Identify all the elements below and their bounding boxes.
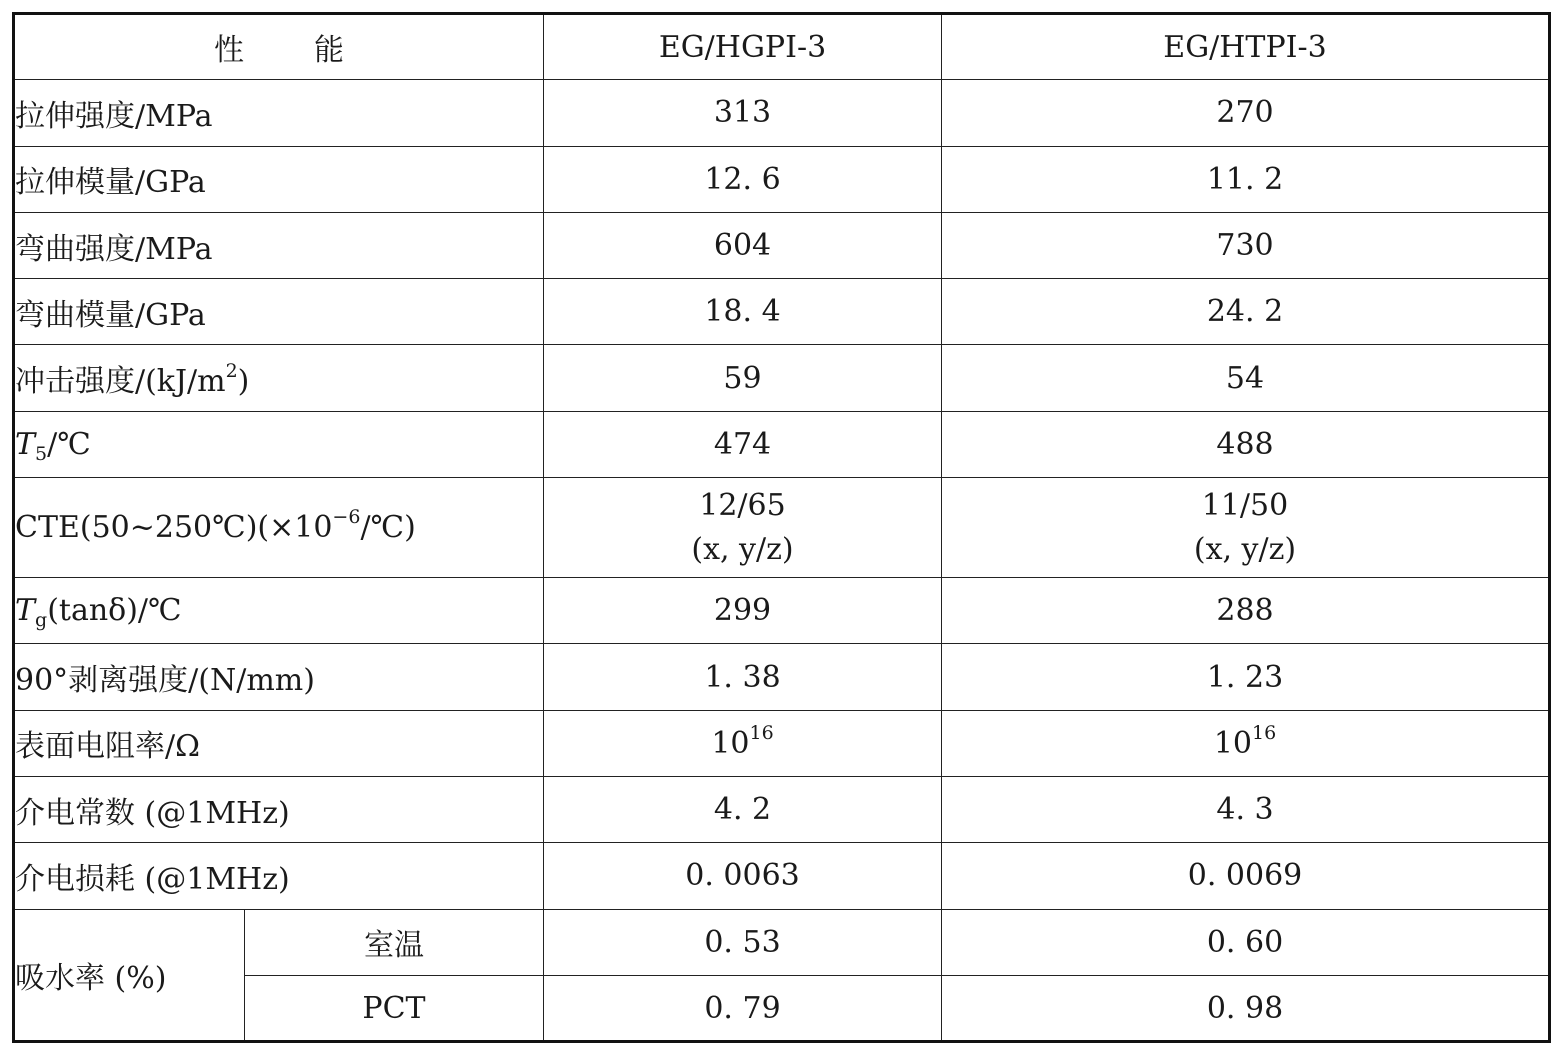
cell-value: 11. 2	[942, 146, 1550, 212]
table-row	[14, 975, 1550, 1041]
cell-value	[544, 710, 942, 776]
cell-value: 0. 98	[942, 975, 1550, 1041]
cell-value-line-1: 11/50	[1201, 487, 1289, 523]
cell-value: 24. 2	[942, 279, 1550, 345]
row-label: 90°剥离强度/(N/mm)	[14, 644, 544, 710]
table-row	[14, 478, 1550, 578]
row-group-label: 吸水率 (%)	[14, 909, 245, 1042]
row-label-superscript: −6	[332, 506, 361, 529]
table-row	[14, 345, 1550, 411]
row-label-text: 冲击强度/(kJ/m	[15, 364, 226, 400]
cell-value: 18. 4	[544, 279, 942, 345]
row-label-text: CTE(50~250℃)(×10	[15, 510, 333, 546]
cell-value: 12. 6	[544, 146, 942, 212]
table-row	[14, 80, 1550, 146]
row-label-symbol: T	[15, 426, 36, 462]
table-row	[14, 411, 1550, 477]
cell-value: 299	[544, 578, 942, 644]
cell-value: 59	[544, 345, 942, 411]
cell-value: 488	[942, 411, 1550, 477]
row-label: 弯曲强度/MPa	[14, 212, 544, 278]
cell-value-line-1: 12/65	[699, 487, 786, 523]
cell-value: 1. 23	[942, 644, 1550, 710]
cell-value: 0. 0063	[544, 843, 942, 909]
cell-value-exponent: 16	[749, 721, 774, 744]
header-row	[14, 14, 1550, 80]
table-row	[14, 279, 1550, 345]
header-eg-hgpi-3: EG/HGPI-3	[544, 14, 942, 80]
header-eg-htpi-3: EG/HTPI-3	[942, 14, 1550, 80]
header-property-char-1: 性	[214, 33, 244, 69]
table-row	[14, 644, 1550, 710]
table-row	[14, 578, 1550, 644]
row-label-superscript: 2	[225, 360, 238, 383]
table-row	[14, 212, 1550, 278]
properties-table	[12, 12, 1551, 1043]
row-label: 拉伸模量/GPa	[14, 146, 544, 212]
cell-value: 1. 38	[544, 644, 942, 710]
row-label: 弯曲模量/GPa	[14, 279, 544, 345]
row-label-suffix: )	[237, 364, 250, 400]
row-label	[14, 411, 544, 477]
header-property-char-2: 能	[314, 33, 344, 69]
table-row	[14, 909, 1550, 975]
cell-value: 270	[942, 80, 1550, 146]
cell-value	[544, 478, 942, 578]
row-label: 介电损耗 (@1MHz)	[14, 843, 544, 909]
row-label	[14, 578, 544, 644]
cell-value	[942, 710, 1550, 776]
cell-value: 0. 60	[942, 909, 1550, 975]
cell-value-line-2: (x, y/z)	[1193, 531, 1297, 567]
table-row	[14, 710, 1550, 776]
cell-value	[942, 478, 1550, 578]
row-label-subscript: 5	[35, 442, 48, 465]
row-label: 表面电阻率/Ω	[14, 710, 544, 776]
row-label: 拉伸强度/MPa	[14, 80, 544, 146]
cell-value: 313	[544, 80, 942, 146]
row-label: 介电常数 (@1MHz)	[14, 776, 544, 842]
table-row	[14, 146, 1550, 212]
row-label-symbol: T	[15, 593, 36, 629]
row-sub-label: 室温	[245, 909, 544, 975]
cell-value: 604	[544, 212, 942, 278]
row-label-suffix: /℃)	[360, 510, 416, 546]
row-label	[14, 345, 544, 411]
cell-value: 4. 2	[544, 776, 942, 842]
row-label-suffix: (tanδ)/℃	[47, 593, 182, 629]
cell-value: 4. 3	[942, 776, 1550, 842]
cell-value: 0. 0069	[942, 843, 1550, 909]
table-row	[14, 843, 1550, 909]
cell-value: 54	[942, 345, 1550, 411]
cell-value: 730	[942, 212, 1550, 278]
row-label	[14, 478, 544, 578]
cell-value-base: 10	[1213, 725, 1252, 761]
cell-value: 0. 79	[544, 975, 942, 1041]
cell-value: 288	[942, 578, 1550, 644]
cell-value-base: 10	[711, 725, 750, 761]
cell-value-exponent: 16	[1252, 721, 1277, 744]
table-row	[14, 776, 1550, 842]
row-label-suffix: /℃	[47, 426, 91, 462]
cell-value: 0. 53	[544, 909, 942, 975]
cell-value: 474	[544, 411, 942, 477]
header-property	[14, 14, 544, 80]
row-sub-label: PCT	[245, 975, 544, 1041]
row-label-subscript: g	[35, 609, 48, 632]
cell-value-line-2: (x, y/z)	[691, 531, 794, 567]
